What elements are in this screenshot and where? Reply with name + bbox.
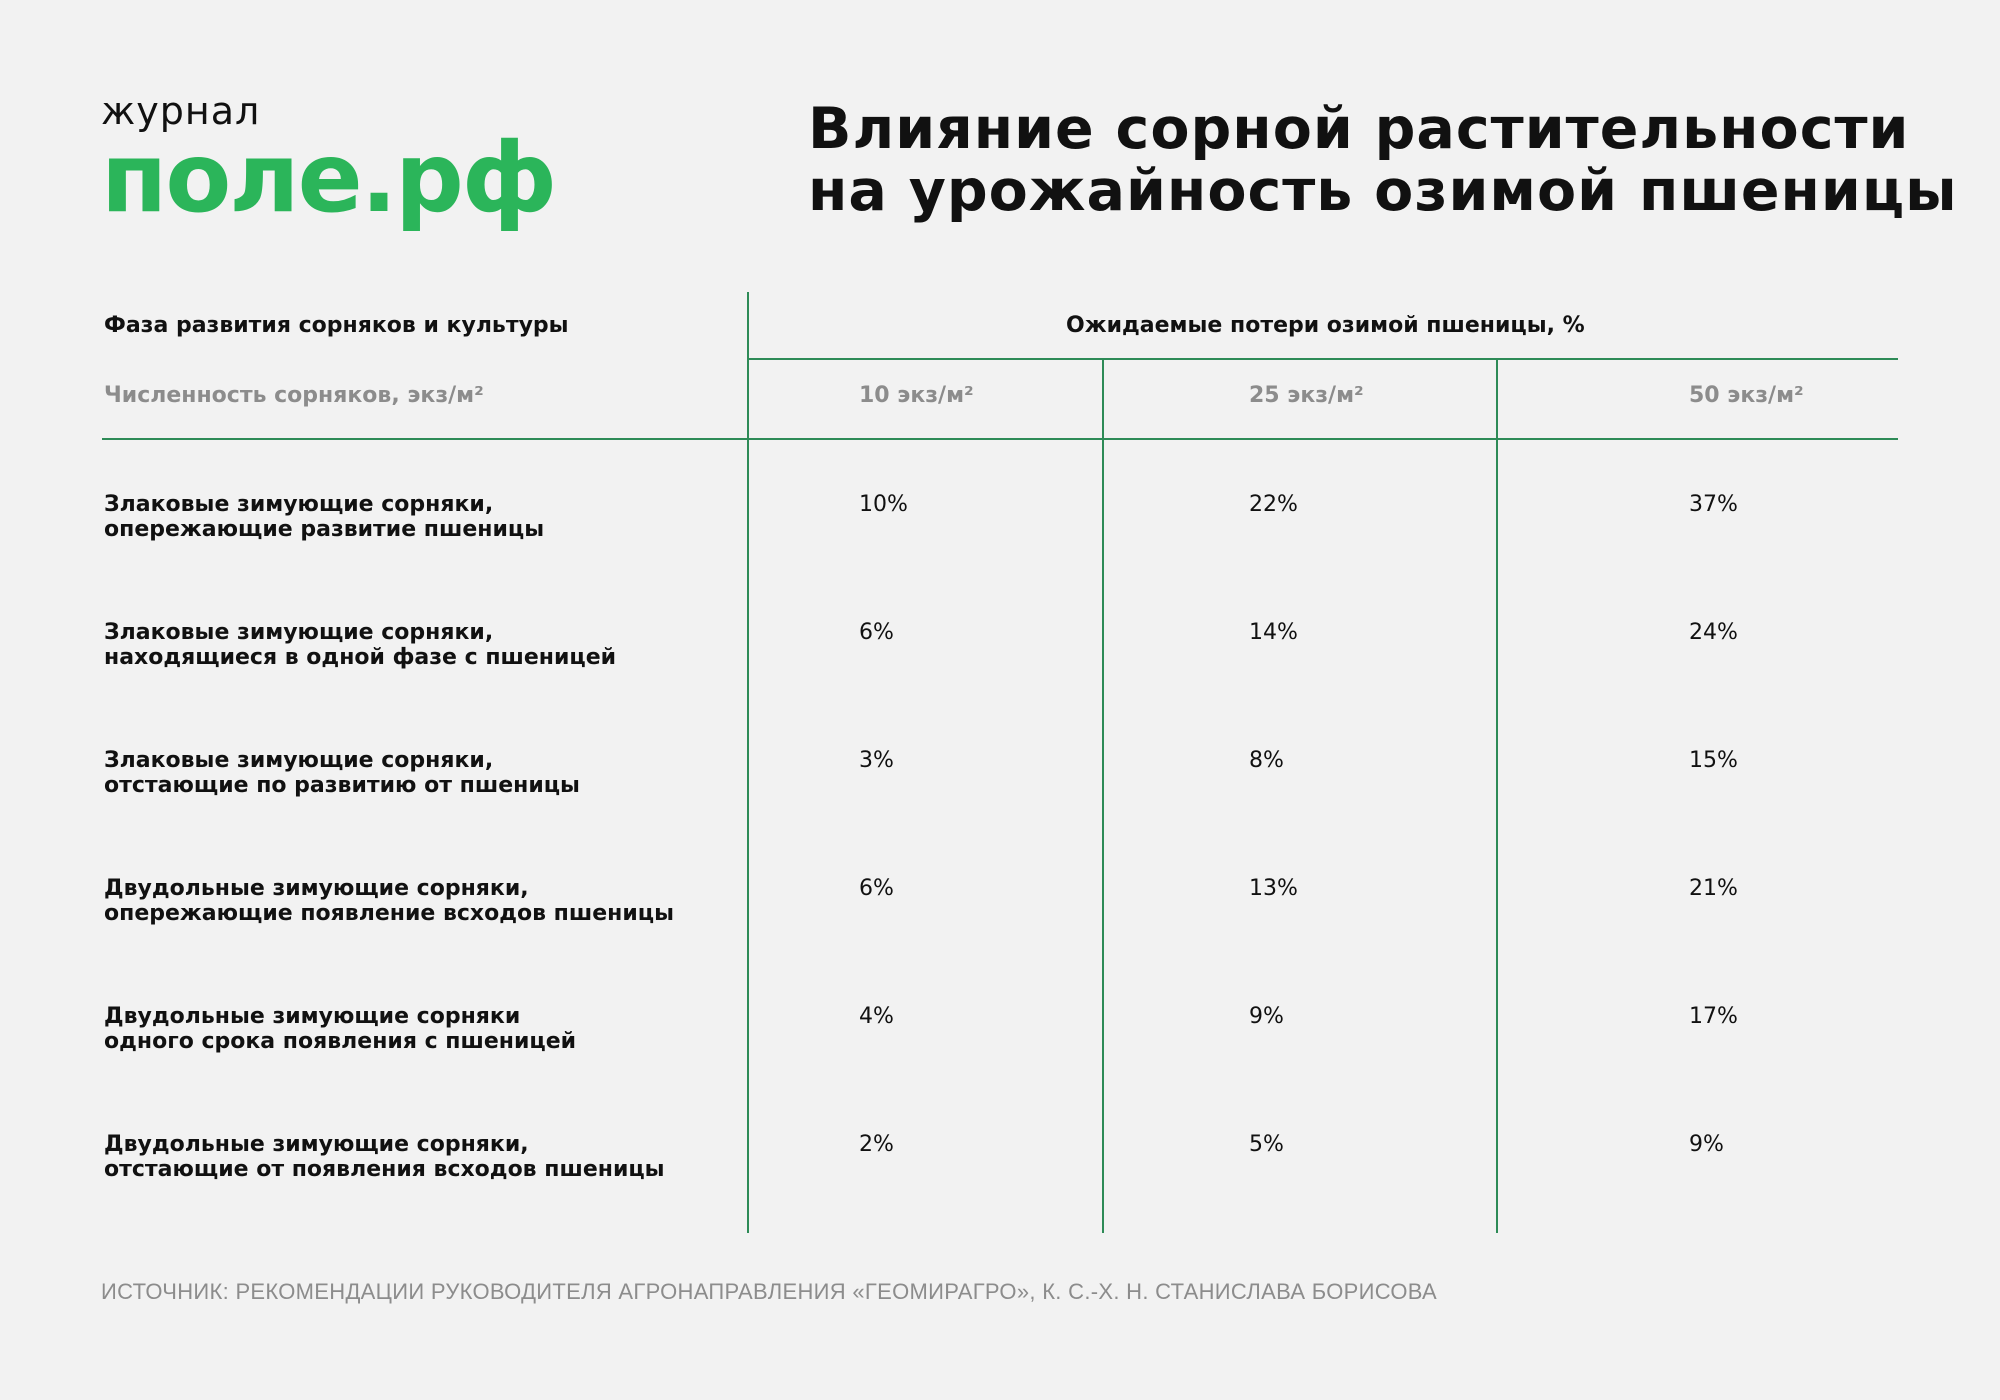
row-label-line-1: Двудольные зимующие сорняки, — [104, 876, 529, 901]
row-label-line-1: Двудольные зимующие сорняки — [104, 1004, 521, 1029]
row-label — [104, 1132, 665, 1182]
row-label-line-2: находящиеся в одной фазе с пшеницей — [104, 645, 617, 670]
divider-vertical-2 — [1102, 359, 1104, 1233]
title-line-2: на урожайность озимой пшеницы — [808, 158, 1958, 224]
row-label-line-2: опережающие появление всходов пшеницы — [104, 901, 674, 926]
table-cell: 14% — [1249, 620, 1298, 645]
row-label-line-2: одного срока появления с пшеницей — [104, 1029, 577, 1054]
table-cell: 37% — [1689, 492, 1738, 517]
row-label-line-1: Злаковые зимующие сорняки, — [104, 748, 494, 773]
divider-vertical-1 — [747, 292, 749, 1233]
table-cell: 13% — [1249, 876, 1298, 901]
row-label — [104, 748, 580, 798]
page-title — [808, 98, 1958, 222]
divider-horizontal-header — [102, 438, 1898, 440]
table-cell: 6% — [859, 620, 894, 645]
row-label-line-2: опережающие развитие пшеницы — [104, 517, 545, 542]
row-label-line-1: Двудольные зимующие сорняки, — [104, 1132, 529, 1157]
table-cell: 10% — [859, 492, 908, 517]
logo-main-text: поле.рф — [101, 122, 556, 234]
table-cell: 9% — [1249, 1004, 1284, 1029]
table-cell: 2% — [859, 1132, 894, 1157]
divider-vertical-3 — [1496, 359, 1498, 1233]
table-cell: 17% — [1689, 1004, 1738, 1029]
header-expected-losses: Ожидаемые потери озимой пшеницы, % — [1066, 313, 1585, 338]
row-label-line-2: отстающие по развитию от пшеницы — [104, 773, 580, 798]
title-line-1: Влияние сорной растительности — [808, 96, 1910, 162]
row-label-line-1: Злаковые зимующие сорняки, — [104, 620, 494, 645]
table-cell: 4% — [859, 1004, 894, 1029]
table-cell: 6% — [859, 876, 894, 901]
table-cell: 21% — [1689, 876, 1738, 901]
column-header-10: 10 экз/м² — [859, 383, 974, 408]
table-cell: 22% — [1249, 492, 1298, 517]
table-cell: 15% — [1689, 748, 1738, 773]
header-phase: Фаза развития сорняков и культуры — [104, 313, 569, 338]
table-cell: 8% — [1249, 748, 1284, 773]
divider-horizontal-top — [748, 358, 1898, 360]
column-header-50: 50 экз/м² — [1689, 383, 1804, 408]
row-label — [104, 620, 616, 670]
table-cell: 5% — [1249, 1132, 1284, 1157]
row-label — [104, 492, 544, 542]
table-cell: 3% — [859, 748, 894, 773]
logo — [101, 89, 556, 234]
row-label-line-2: отстающие от появления всходов пшеницы — [104, 1157, 665, 1182]
header-weed-density: Численность сорняков, экз/м² — [104, 383, 484, 408]
table-cell: 9% — [1689, 1132, 1724, 1157]
logo-top-text: журнал — [101, 89, 261, 133]
source-note: ИСТОЧНИК: РЕКОМЕНДАЦИИ РУКОВОДИТЕЛЯ АГРОНАПРАВЛЕНИЯ «ГЕОМИРАГРО», К. С.-Х. Н. СТАНИСЛАВА БОРИСОВА — [101, 1279, 1438, 1304]
column-header-25: 25 экз/м² — [1249, 383, 1364, 408]
row-label — [104, 1004, 576, 1054]
row-label — [104, 876, 674, 926]
table-cell: 24% — [1689, 620, 1738, 645]
row-label-line-1: Злаковые зимующие сорняки, — [104, 492, 494, 517]
